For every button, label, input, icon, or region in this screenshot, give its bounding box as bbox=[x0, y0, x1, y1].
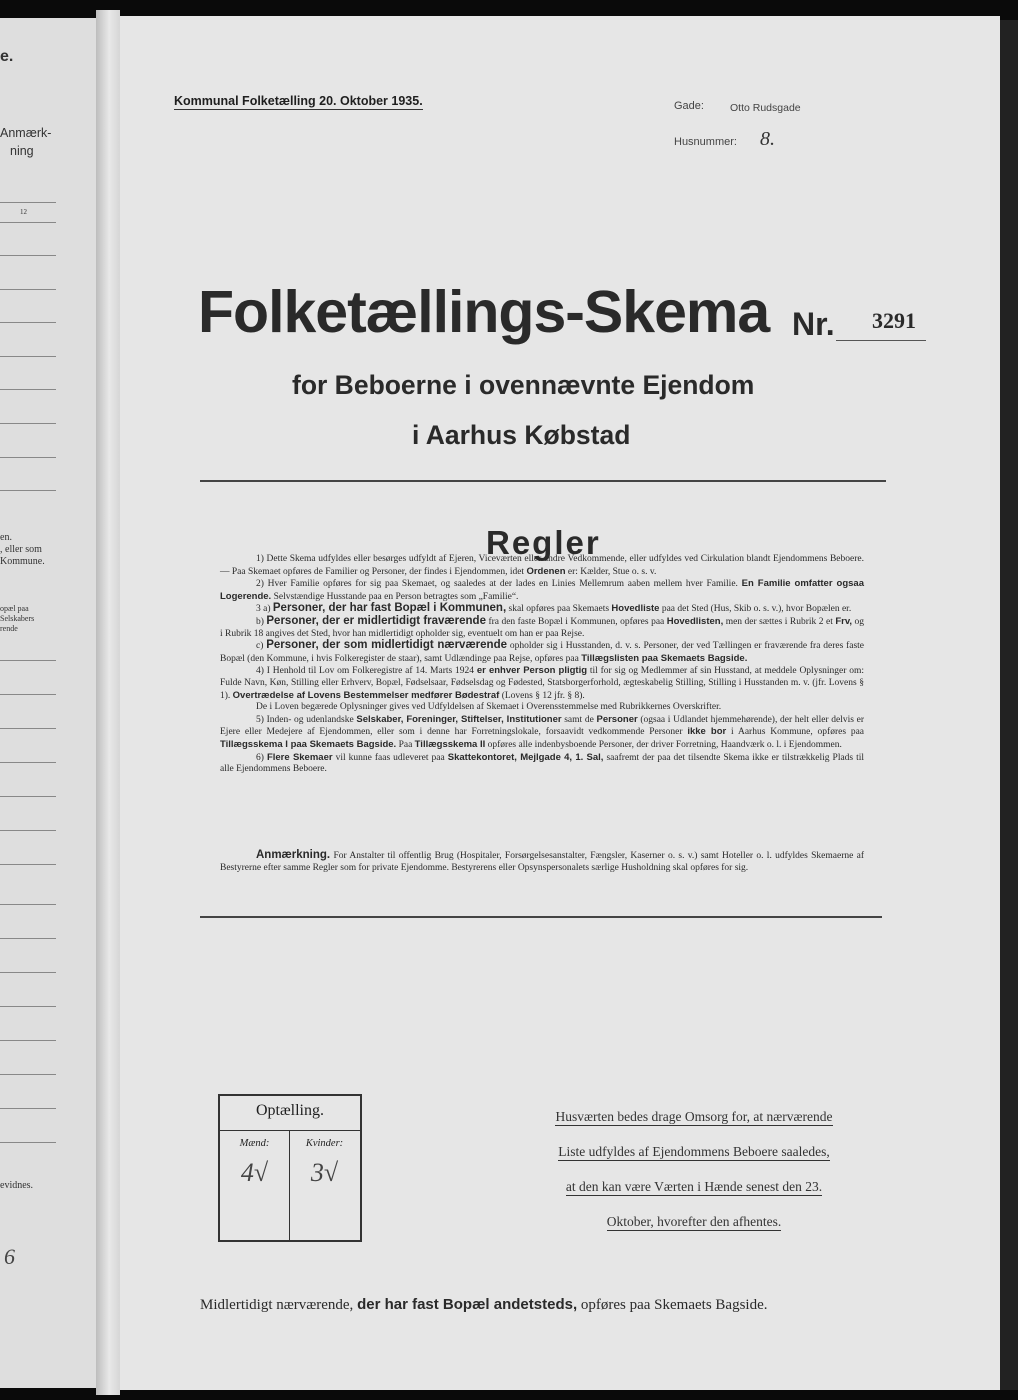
divider bbox=[0, 1108, 56, 1109]
divider bbox=[0, 222, 56, 223]
rule-5: 5) Inden- og udenlandske Selskaber, Foreninger, Stiftelser, Institutioner samt de Personer (ogsaa i Udlandet hjemmehørende), der helt eller delvis er Ejere eller Medejere af Ejendommen, eller som i denne har Forretningslokale, forsaavidt vedkommende Personer ikke bor i Aarhus Kommune, opføres paa Tillægsskema I paa Skemaets Bagside. Paa Tillægsskema II opføres alle indenbysboende Personer, der driver Forretning, Haandværk o. l. i Ejendommen. bbox=[220, 713, 865, 750]
handwritten-number: 6 bbox=[4, 1244, 15, 1269]
rule-2: 2) Hver Familie opføres for sig paa Skemaet, og saaledes at der lades en Linies Mellemrum aaben mellem hver Familie. En Familie omfatter ogsaa Logerende. Selvstændige Husstande paa en Person betragtes som „Familie“. bbox=[220, 578, 864, 602]
footer-note: Midlertidigt nærværende, der har fast Bopæl andetsteds, opføres paa Skemaets Bagside. bbox=[200, 1296, 768, 1313]
note-label: Anmærkning. bbox=[256, 849, 331, 861]
rules-text bbox=[220, 554, 864, 776]
divider bbox=[0, 1074, 56, 1075]
divider bbox=[0, 762, 56, 763]
maend-label: Mænd: bbox=[239, 1138, 270, 1149]
divider bbox=[0, 904, 56, 905]
census-header: Kommunal Folketælling 20. Oktober 1935. bbox=[174, 94, 423, 108]
form-number: 3291 bbox=[872, 308, 916, 333]
subtitle-line2: i Aarhus Købstad bbox=[412, 420, 631, 450]
divider bbox=[0, 289, 56, 290]
fragment-c: Kommune. bbox=[0, 556, 45, 567]
column-number: 12 bbox=[20, 208, 27, 216]
husnummer-value: 8. bbox=[760, 128, 775, 150]
divider bbox=[200, 480, 886, 482]
host-instruction-line: Oktober, hvorefter den afhentes. bbox=[606, 1214, 782, 1229]
host-instruction-line: Husværten bedes drage Omsorg for, at nærværende bbox=[555, 1109, 833, 1124]
fragment-g: evidnes. bbox=[0, 1180, 34, 1191]
divider bbox=[0, 660, 56, 661]
divider bbox=[0, 972, 56, 973]
gade-label: Gade: bbox=[674, 100, 704, 112]
page-edge bbox=[1000, 20, 1018, 1390]
divider bbox=[0, 202, 56, 203]
divider bbox=[0, 423, 56, 424]
note-body: For Anstalter til offentlig Brug (Hospitaler, Forsørgelsesanstalter, Fængsler, Kaserner o. s. v.) samt Hoteller o. l. udfyldes Skemaerne af Bestyrerne efter samme Regler som for private Ejendomme. Bestyrerens eller Opsynspersonalets særlige Husholdning skal opføres for sig. bbox=[220, 851, 865, 873]
divider bbox=[0, 1006, 56, 1007]
rule-4b: De i Loven begærede Oplysninger gives ved Udfyldelsen af Skemaet i Overensstemmelse med Rubrikkernes Overskrifter. bbox=[256, 702, 722, 713]
column-header-line2: ning bbox=[10, 144, 34, 158]
kvinder-value: 3√ bbox=[310, 1158, 339, 1187]
divider bbox=[0, 728, 56, 729]
gade-value: Otto Rudsgade bbox=[730, 102, 801, 114]
host-instruction-line: at den kan være Værten i Hænde senest den 23. bbox=[565, 1179, 823, 1194]
column-header-line1: Anmærk- bbox=[0, 126, 52, 140]
divider bbox=[0, 830, 56, 831]
rule-6: 6) Flere Skemaer vil kunne faas udleveret paa Skattekontoret, Mejlgade 4, 1. Sal, saafremt der paa det tilsendte Skema ikke er tilstrækkelig Plads til alle Ejendommens Beboere. bbox=[220, 751, 865, 775]
divider bbox=[220, 1130, 360, 1131]
fragment-e: Selskabers bbox=[0, 614, 35, 623]
rule-3b: b) Personer, der er midlertidigt fraværende fra den faste Bopæl i Kommunen, opføres paa Hovedlisten, men der sættes i Rubrik 2 et Frv, og i Rubrik 18 angives det Sted, hvor han midlertidigt opholder sig, eventuelt om han er paa Rejse. bbox=[220, 614, 864, 639]
divider bbox=[0, 457, 56, 458]
divider bbox=[0, 796, 56, 797]
count-box bbox=[218, 1094, 362, 1242]
rule-4: 4) I Henhold til Lov om Folkeregistre af 14. Marts 1924 er enhver Person pligtig til for sig og Medlemmer af sin Husstand, at meddele Oplysninger om: Fulde Navn, Køn, Stilling eller Erhverv, Bopæl, Fødselsaar, Fødselsdag og Fødested, Statsborgerforhold, ægteskabelig Stilling, Stilling i Husstanden m. v. (jfr. Lovens § 1). Overtrædelse af Lovens Bestemmelser medfører Bødestraf (Lovens § 12 jfr. § 8). bbox=[220, 665, 865, 701]
subtitle-line1: for Beboerne i ovennævnte Ejendom bbox=[292, 370, 755, 400]
divider bbox=[0, 1040, 56, 1041]
rule-3c: c) Personer, der som midlertidigt nærværende opholder sig i Husstanden, d. v. s. Personer, der ved Tællingen er fraværende fra deres faste Bopæl (den Kommune, i hvis Folkeregister de staar), samt Udlændinge paa Rejse, opføres paa Tillægslisten paa Skemaets Bagside. bbox=[220, 639, 865, 664]
divider bbox=[0, 356, 56, 357]
rule-3a: 3 a) Personer, der har fast Bopæl i Kommunen, skal opføres paa Skemaets Hovedliste paa det Sted (Hus, Skib o. s. v.), hvor Bopælen er. bbox=[256, 602, 852, 615]
host-instruction bbox=[524, 1104, 864, 1244]
divider bbox=[0, 694, 56, 695]
divider bbox=[0, 255, 56, 256]
divider bbox=[0, 322, 56, 323]
form-title: Folketællings-Skema bbox=[198, 279, 770, 345]
book-gutter bbox=[96, 10, 120, 1395]
fragment-b: , eller som bbox=[0, 544, 42, 555]
note-text bbox=[220, 850, 864, 874]
host-instruction-line: Liste udfyldes af Ejendommens Beboere saaledes, bbox=[558, 1144, 830, 1159]
fragment-top: e. bbox=[0, 48, 14, 65]
fragment-f: rende bbox=[0, 624, 18, 633]
divider bbox=[200, 916, 882, 918]
divider bbox=[0, 938, 56, 939]
count-title: Optælling. bbox=[255, 1102, 324, 1119]
fragment-a: en. bbox=[0, 532, 12, 543]
previous-page-fragment bbox=[0, 18, 96, 1388]
maend-value: 4√ bbox=[240, 1158, 269, 1187]
rule-1: 1) Dette Skema udfyldes eller besørges udfyldt af Ejeren, Viceværten eller andre Vedkommende, eller udfyldes ved Cirkulation blandt Ejendommens Beboere. — Paa Skemaet opføres de Familier og Personer, der findes i Ejendommen, idet Ordenen er: Kælder, Stue o. s. v. bbox=[220, 554, 864, 577]
divider bbox=[0, 389, 56, 390]
divider bbox=[0, 490, 56, 491]
husnummer-label: Husnummer: bbox=[674, 136, 737, 148]
nr-label: Nr. bbox=[792, 306, 835, 342]
divider bbox=[0, 1142, 56, 1143]
nr-underline bbox=[836, 340, 926, 341]
census-form-page bbox=[120, 16, 1000, 1390]
rules-heading: Regler bbox=[486, 524, 601, 561]
divider bbox=[0, 864, 56, 865]
kvinder-label: Kvinder: bbox=[305, 1138, 344, 1149]
fragment-d: opæl paa bbox=[0, 604, 29, 613]
